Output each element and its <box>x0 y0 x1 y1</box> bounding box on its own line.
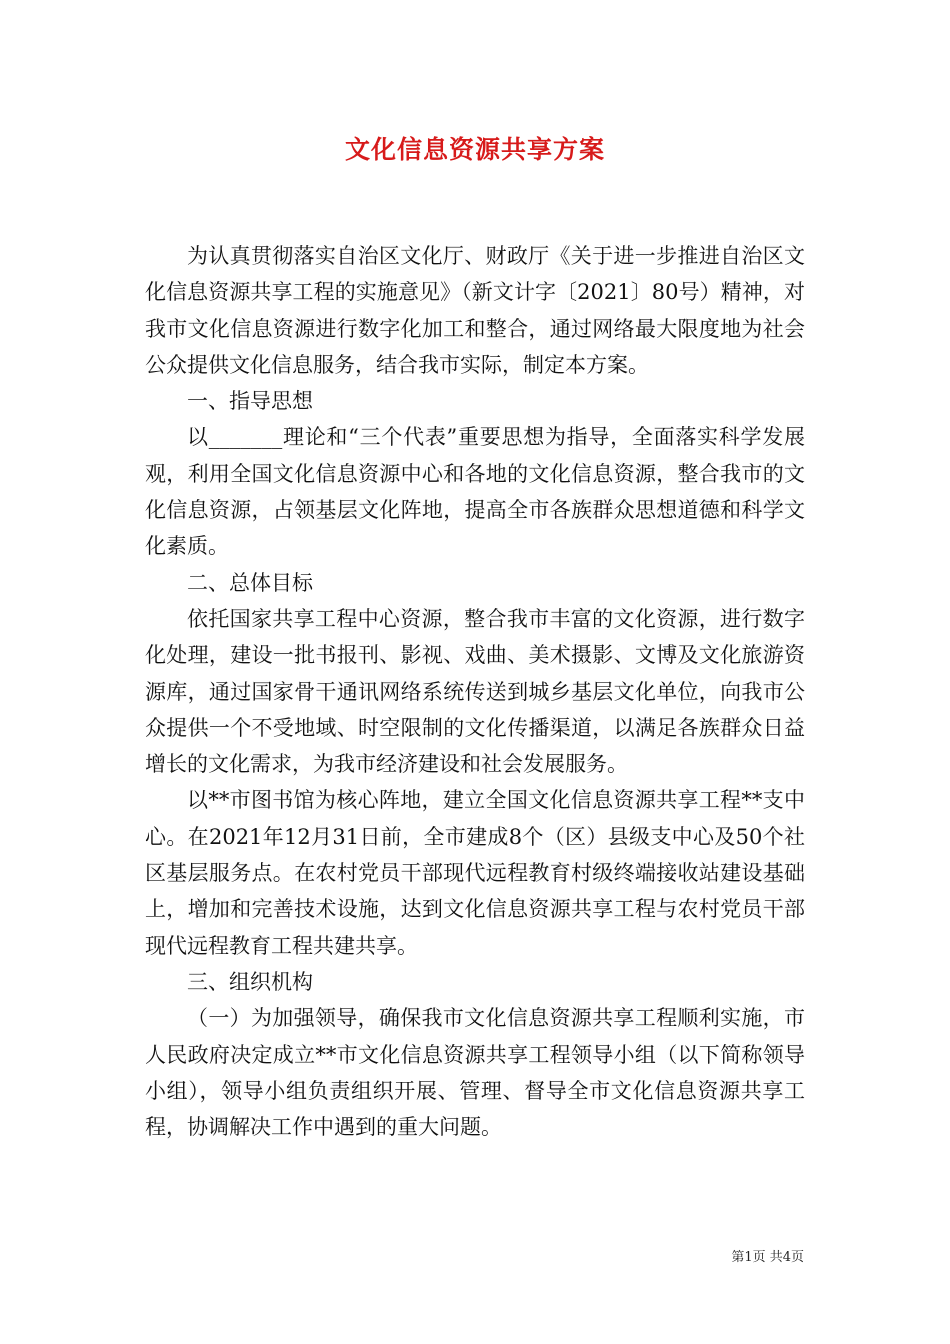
document-body <box>145 238 805 1145</box>
document-title: 文化信息资源共享方案 <box>344 135 605 164</box>
page-number-footer: 第1页 共4页 <box>731 1250 804 1265</box>
section-heading-organization: 三、组织机构 <box>187 969 313 994</box>
guiding-ideology-paragraph: 以_______理论和“三个代表”重要思想为指导，全面落实科学发展观，利用全国文化信息资源中心和各地的文化信息资源，整合我市的文化信息资源，占领基层文化阵地，提高全市各族群众思想道德和科学文化素质。 <box>145 425 805 559</box>
overall-goal-paragraph-2: 以**市图书馆为核心阵地，建立全国文化信息资源共享工程**支中心。在2021年12月31日前，全市建成8个（区）县级支中心及50个社区基层服务点。在农村党员干部现代远程教育村级终端接收站建设基础上，增加和完善技术设施，达到文化信息资源共享工程与农村党员干部现代远程教育工程共建共享。 <box>145 788 805 958</box>
section-heading-overall-goal: 二、总体目标 <box>187 570 313 595</box>
intro-paragraph: 为认真贯彻落实自治区文化厅、财政厅《关于进一步推进自治区文化信息资源共享工程的实施意见》（新文计字〔2021〕80号）精神，对我市文化信息资源进行数字化加工和整合，通过网络最大限度地为社会公众提供文化信息服务，结合我市实际，制定本方案。 <box>145 244 805 377</box>
section-heading-guiding-ideology: 一、指导思想 <box>187 389 313 414</box>
overall-goal-paragraph-1: 依托国家共享工程中心资源，整合我市丰富的文化资源，进行数字化处理，建设一批书报刊、影视、戏曲、美术摄影、文博及文化旅游资源库，通过国家骨干通讯网络系统传送到城乡基层文化单位，向我市公众提供一个不受地域、时空限制的文化传播渠道，以满足各族群众日益增长的文化需求，为我市经济建设和社会发展服务。 <box>145 606 805 777</box>
organization-paragraph-1: （一）为加强领导，确保我市文化信息资源共享工程顺利实施，市人民政府决定成立**市文化信息资源共享工程领导小组（以下简称领导小组），领导小组负责组织开展、管理、督导全市文化信息资源共享工程，协调解决工作中遇到的重大问题。 <box>145 1006 805 1140</box>
